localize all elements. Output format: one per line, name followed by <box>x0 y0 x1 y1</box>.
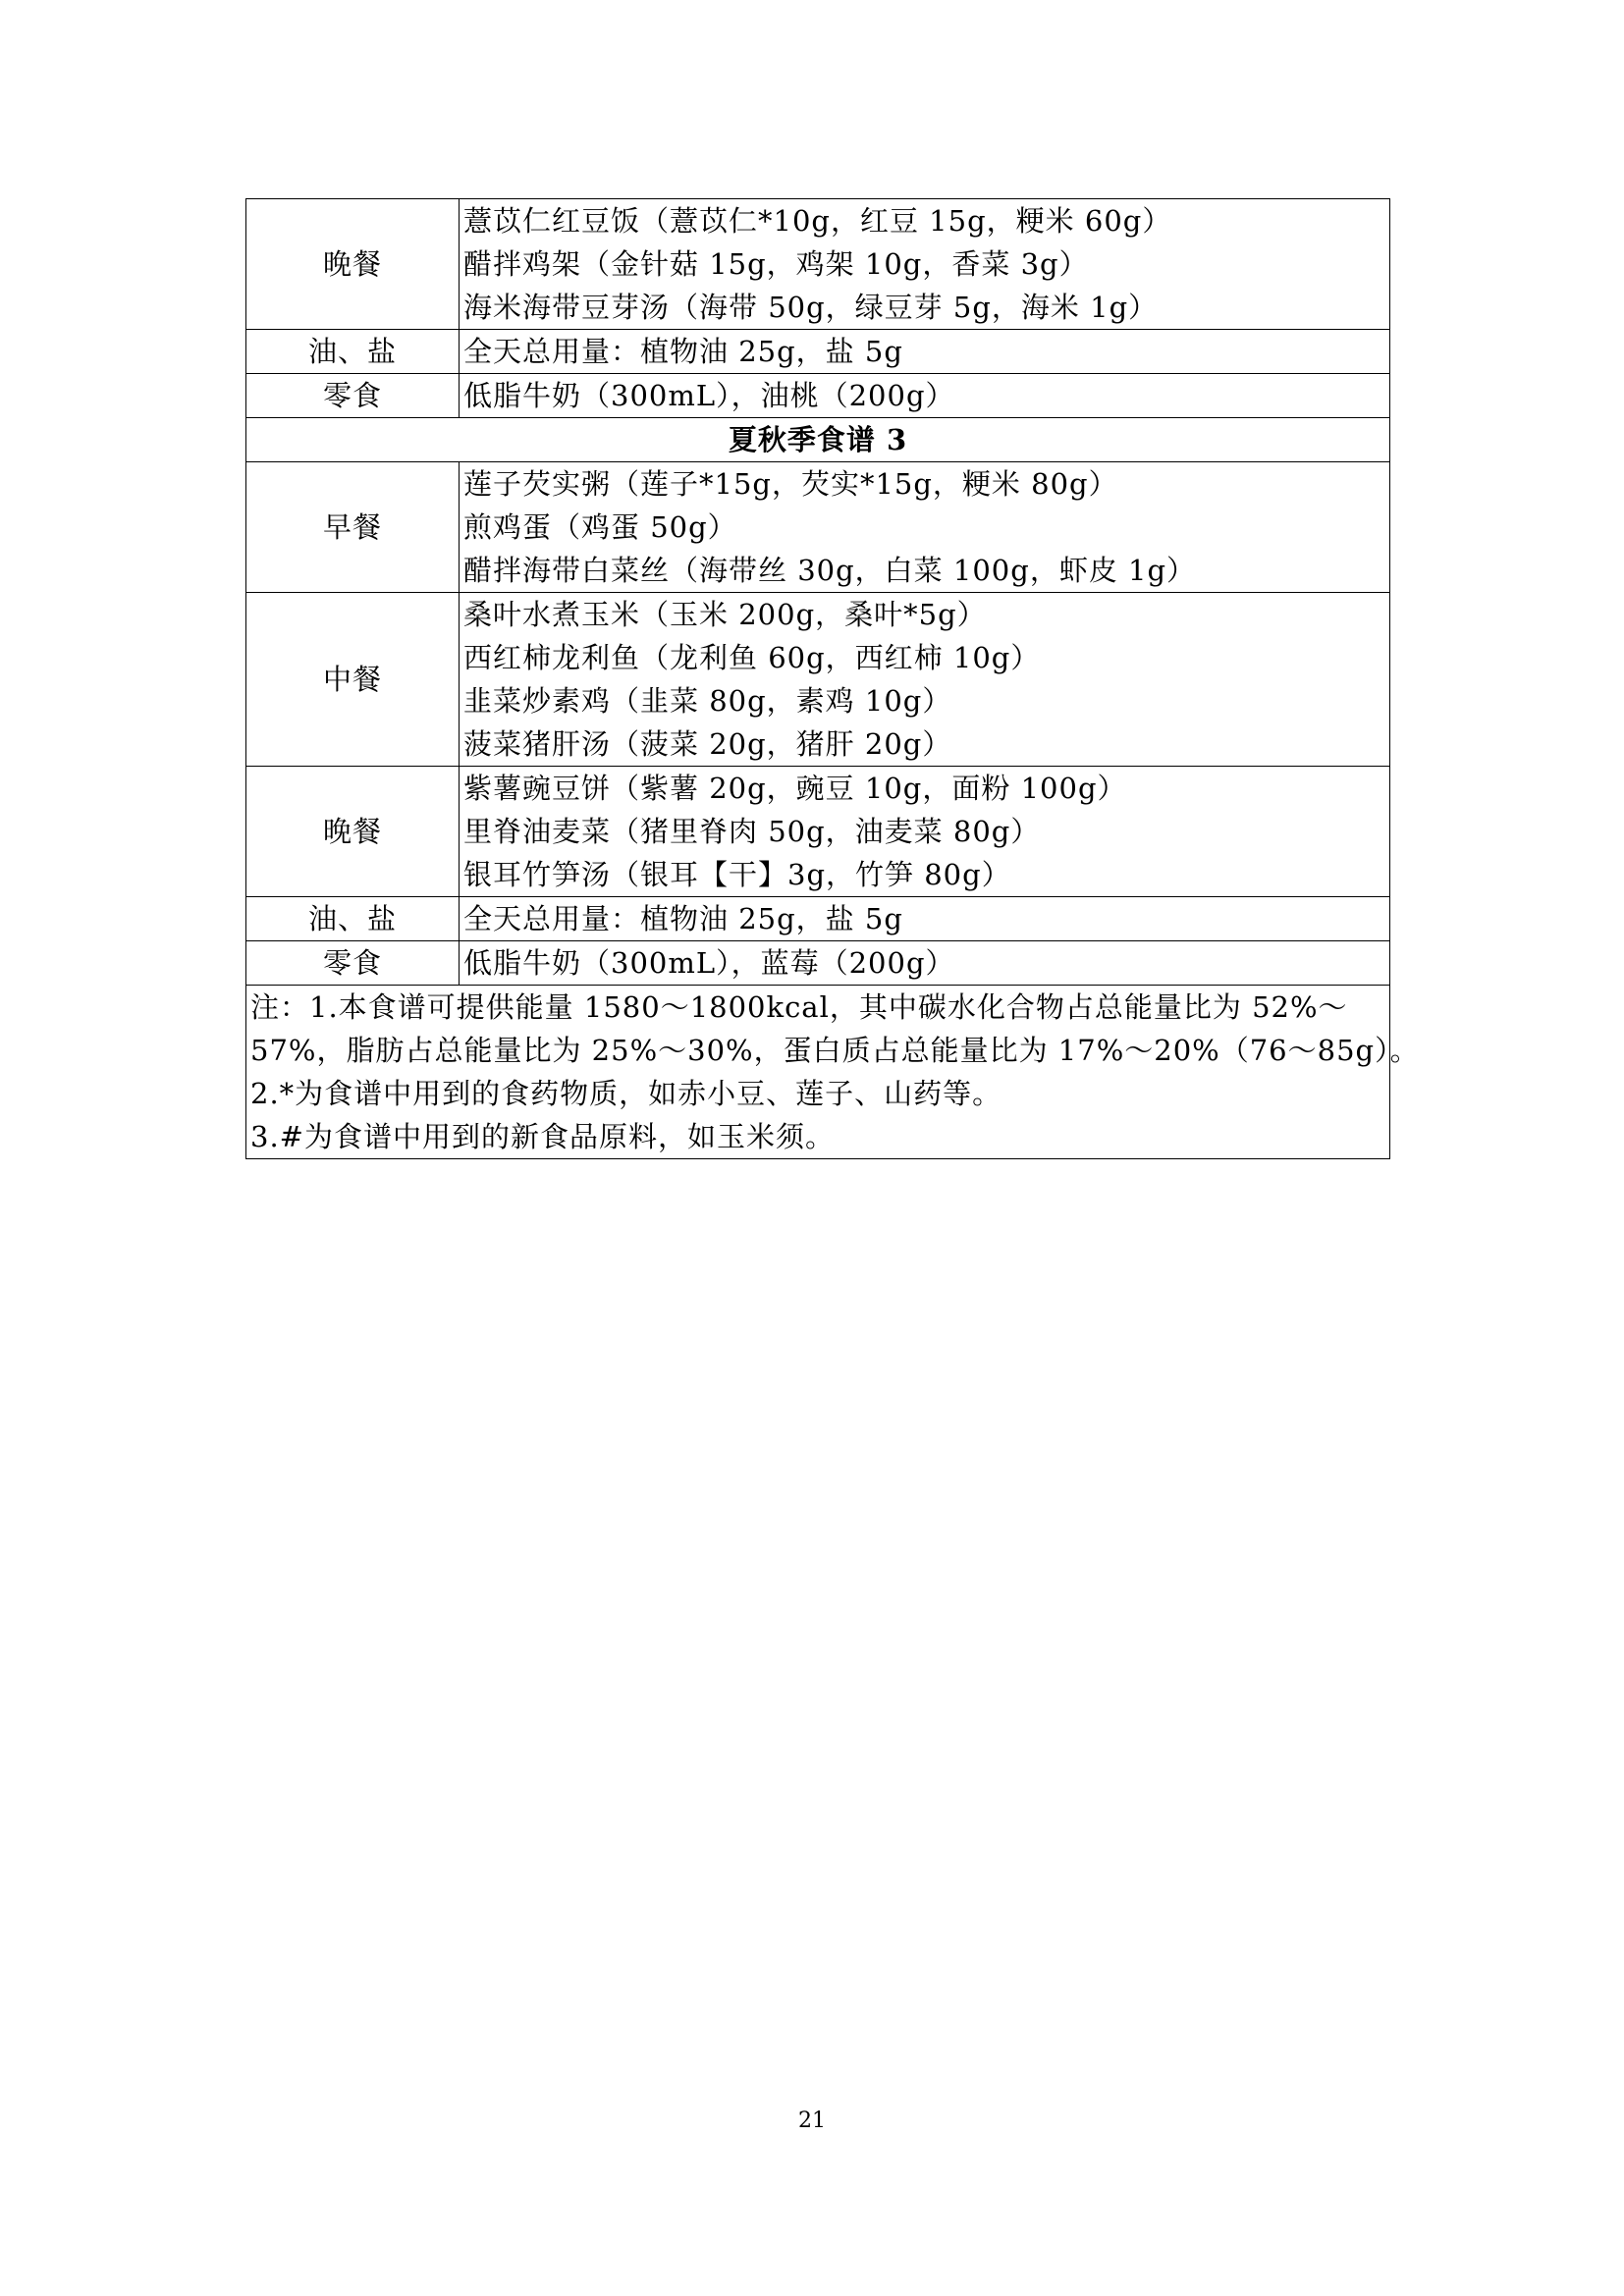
dish-item: 桑叶水煮玉米（玉米 200g，桑叶*5g） <box>463 598 987 631</box>
dish-item: 菠菜猪肝汤（菠菜 20g，猪肝 20g） <box>463 727 952 761</box>
note-line: 3.#为食谱中用到的新食品原料，如玉米须。 <box>250 1120 835 1153</box>
meal-label: 零食 <box>246 941 460 986</box>
dish-item: 西红柿龙利鱼（龙利鱼 60g，西红柿 10g） <box>463 641 1041 674</box>
snack-text <box>460 374 1390 418</box>
dish-list <box>460 767 1390 897</box>
dish-list <box>460 593 1390 767</box>
meal-label: 晚餐 <box>246 199 460 330</box>
table-row <box>246 462 1390 593</box>
table-row <box>246 374 1390 418</box>
meal-label: 油、盐 <box>246 897 460 941</box>
dish-item: 里脊油麦菜（猪里脊肉 50g，油麦菜 80g） <box>463 815 1041 848</box>
meal-label: 零食 <box>246 374 460 418</box>
meal-label: 中餐 <box>246 593 460 767</box>
table-row <box>246 418 1390 462</box>
notes-cell <box>246 986 1420 1159</box>
dish-item: 低脂牛奶（300mL），蓝莓（200g） <box>463 946 955 980</box>
dish-item: 韭菜炒素鸡（韭菜 80g，素鸡 10g） <box>463 684 952 718</box>
table-row <box>246 199 1390 330</box>
dish-item: 莲子芡实粥（莲子*15g，芡实*15g，粳米 80g） <box>463 467 1118 501</box>
recipe-table <box>245 198 1420 1159</box>
table-row <box>246 941 1390 986</box>
dish-item: 薏苡仁红豆饭（薏苡仁*10g，红豆 15g，粳米 60g） <box>463 204 1172 238</box>
snack-text <box>460 941 1390 986</box>
dish-item: 醋拌海带白菜丝（海带丝 30g，白菜 100g，虾皮 1g） <box>463 554 1197 587</box>
note-line: 57%，脂肪占总能量比为 25%～30%，蛋白质占总能量比为 17%～20%（76～85g）。 <box>250 1034 1420 1067</box>
dish-item: 醋拌鸡架（金针菇 15g，鸡架 10g，香菜 3g） <box>463 247 1089 281</box>
section-title: 夏秋季食谱 3 <box>246 418 1390 462</box>
dish-item: 海米海带豆芽汤（海带 50g，绿豆芽 5g，海米 1g） <box>463 291 1159 324</box>
page-number: 21 <box>798 2109 826 2133</box>
dish-item: 低脂牛奶（300mL），油桃（200g） <box>463 379 955 412</box>
meal-label: 晚餐 <box>246 767 460 897</box>
dish-item: 全天总用量：植物油 25g，盐 5g <box>463 335 903 368</box>
meal-label: 早餐 <box>246 462 460 593</box>
oil-salt-text <box>460 330 1390 374</box>
dish-list <box>460 199 1390 330</box>
table-row <box>246 330 1390 374</box>
meal-label: 油、盐 <box>246 330 460 374</box>
table-row <box>246 986 1390 1159</box>
dish-item: 银耳竹笋汤（银耳【干】3g，竹笋 80g） <box>463 858 1011 891</box>
note-line: 注：1.本食谱可提供能量 1580～1800kcal，其中碳水化合物占总能量比为 52%～ <box>250 990 1348 1024</box>
dish-item: 全天总用量：植物油 25g，盐 5g <box>463 902 903 935</box>
dish-item: 煎鸡蛋（鸡蛋 50g） <box>463 510 737 544</box>
table-row <box>246 593 1390 767</box>
table-row <box>246 767 1390 897</box>
note-line: 2.*为食谱中用到的食药物质，如赤小豆、莲子、山药等。 <box>250 1077 1002 1110</box>
table-row <box>246 897 1390 941</box>
dish-list <box>460 462 1390 593</box>
dish-item: 紫薯豌豆饼（紫薯 20g，豌豆 10g，面粉 100g） <box>463 772 1127 805</box>
oil-salt-text <box>460 897 1390 941</box>
